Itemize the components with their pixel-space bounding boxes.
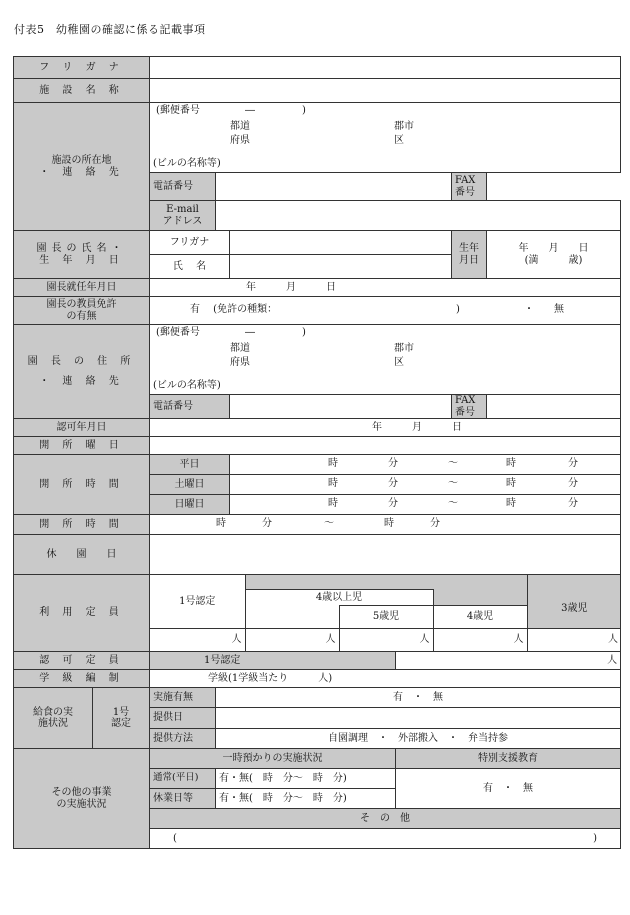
capacity-cert1-value[interactable]: 人 xyxy=(150,628,245,651)
capacity-age4-header: 4歳児 xyxy=(433,606,527,629)
licensed-capacity-field[interactable]: 人 xyxy=(396,652,621,670)
form-table xyxy=(13,56,621,849)
meal-label: 給食の実 施状況 1号 認定 xyxy=(14,688,150,749)
director-license-field[interactable]: 有 (免許の種類： ) ・ 無 xyxy=(150,297,621,325)
class-label: 学 級 編 制 xyxy=(14,670,150,688)
capacity-age5-header: 5歳児 xyxy=(339,606,433,629)
holiday-label: 休 園 日 xyxy=(14,535,150,575)
director-shimei-label: 氏 名 xyxy=(150,255,230,279)
other-label: その他の事業 の実施状況 xyxy=(14,749,150,849)
director-building-field[interactable]: (ビルの名称等) xyxy=(150,377,621,395)
director-address-field[interactable]: (郵便番号 ― ) 都道 府県 郡市 区 xyxy=(150,325,621,377)
hours-sunday-field[interactable]: 時 分 ～ 時 分 xyxy=(230,495,621,515)
director-fax-label: FAX番号 xyxy=(452,395,487,419)
others-header: そ の 他 xyxy=(150,809,621,829)
capacity-grid xyxy=(150,575,621,652)
capacity-age4-value[interactable]: 人 xyxy=(433,628,527,651)
capacity-age3-header: 3歳児 xyxy=(527,589,621,628)
director-license-label: 園長の教員免許 の有無 xyxy=(14,297,150,325)
capacity-age4plus-header: 4歳以上児 xyxy=(245,589,433,605)
hours2-field[interactable]: 時 分 ～ 時 分 xyxy=(150,515,621,535)
holiday-field[interactable] xyxy=(150,535,621,575)
others-field[interactable]: ( ) xyxy=(150,829,621,849)
meal-days-label: 提供日 xyxy=(150,708,216,728)
capacity-cert1-header: 1号認定 xyxy=(150,575,245,628)
licensed-capacity-cert1-label: 1号認定 xyxy=(150,652,396,670)
director-tel-field[interactable] xyxy=(230,395,452,419)
director-shimei-field[interactable] xyxy=(230,255,452,279)
hours-saturday-field[interactable]: 時 分 ～ 時 分 xyxy=(230,475,621,495)
director-name-label: 園長の氏名・ 生 年 月 日 xyxy=(14,231,150,279)
director-tel-label: 電話番号 xyxy=(150,395,230,419)
temp-care-normal-label: 通常(平日) xyxy=(150,769,216,789)
facility-tel-field[interactable] xyxy=(216,173,452,201)
facility-address-label: 施設の所在地 ・ 連 絡 先 xyxy=(14,103,150,231)
director-address-label: 園 長 の 住 所 ・ 連 絡 先 xyxy=(14,325,150,419)
meal-method-label: 提供方法 xyxy=(150,728,216,748)
licensed-capacity-label: 認 可 定 員 xyxy=(14,652,150,670)
director-fax-field[interactable] xyxy=(487,395,621,419)
hours-sunday-label: 日曜日 xyxy=(150,495,230,515)
open-days-label: 開 所 曜 日 xyxy=(14,437,150,455)
facility-email-label: E-mail アドレス xyxy=(150,201,216,231)
temp-care-normal-field[interactable]: 有・無( 時 分～ 時 分) xyxy=(216,769,396,789)
hours-saturday-label: 土曜日 xyxy=(150,475,230,495)
hours2-label: 開 所 時 間 xyxy=(14,515,150,535)
hours-weekday-field[interactable]: 時 分 ～ 時 分 xyxy=(230,455,621,475)
director-birth-field[interactable]: 年 月 日 (満 歳) xyxy=(487,231,621,279)
facility-tel-label: 電話番号 xyxy=(150,173,216,201)
temp-care-holiday-field[interactable]: 有・無( 時 分～ 時 分) xyxy=(216,789,396,809)
facility-furigana-field[interactable] xyxy=(150,57,621,79)
facility-furigana-label: フ リ ガ ナ xyxy=(14,57,150,79)
open-days-field[interactable] xyxy=(150,437,621,455)
meal-implemented-label: 実施有無 xyxy=(150,688,216,708)
facility-fax-field[interactable] xyxy=(487,173,621,201)
meal-implemented-field[interactable]: 有 ・ 無 xyxy=(216,688,621,708)
special-support-field[interactable]: 有 ・ 無 xyxy=(396,769,621,809)
hours-label: 開 所 時 間 xyxy=(14,455,150,515)
facility-name-label: 施 設 名 称 xyxy=(14,79,150,103)
capacity-label: 利 用 定 員 xyxy=(14,575,150,652)
class-field[interactable]: 学級(1学級当たり 人) xyxy=(150,670,621,688)
facility-name-field[interactable] xyxy=(150,79,621,103)
facility-building-field[interactable]: (ビルの名称等) xyxy=(150,155,621,173)
capacity-age4plus-value[interactable]: 人 xyxy=(245,628,339,651)
director-furigana-label: フリガナ xyxy=(150,231,230,255)
director-furigana-field[interactable] xyxy=(230,231,452,255)
document-title: 付表5 幼稚園の確認に係る記載事項 xyxy=(14,23,206,36)
meal-method-field[interactable]: 自園調理 ・ 外部搬入 ・ 弁当持参 xyxy=(216,728,621,748)
facility-email-field[interactable] xyxy=(216,201,621,231)
temp-care-holiday-label: 休業日等 xyxy=(150,789,216,809)
facility-fax-label: FAX番号 xyxy=(452,173,487,201)
hours-weekday-label: 平日 xyxy=(150,455,230,475)
director-tenure-field[interactable]: 年 月 日 xyxy=(150,279,621,297)
special-support-header: 特別支援教育 xyxy=(396,749,621,769)
facility-address-field[interactable]: (郵便番号 ― ) 都道 府県 郡市 区 xyxy=(150,103,621,155)
approval-date-field[interactable]: 年 月 日 xyxy=(150,419,621,437)
director-birth-label: 生年月日 xyxy=(452,231,487,279)
temp-care-header: 一時預かりの実施状況 xyxy=(150,749,396,769)
director-tenure-label: 園長就任年月日 xyxy=(14,279,150,297)
capacity-age3-value[interactable]: 人 xyxy=(527,628,621,651)
meal-days-field[interactable] xyxy=(216,708,621,728)
capacity-age5-value[interactable]: 人 xyxy=(339,628,433,651)
approval-date-label: 認可年月日 xyxy=(14,419,150,437)
